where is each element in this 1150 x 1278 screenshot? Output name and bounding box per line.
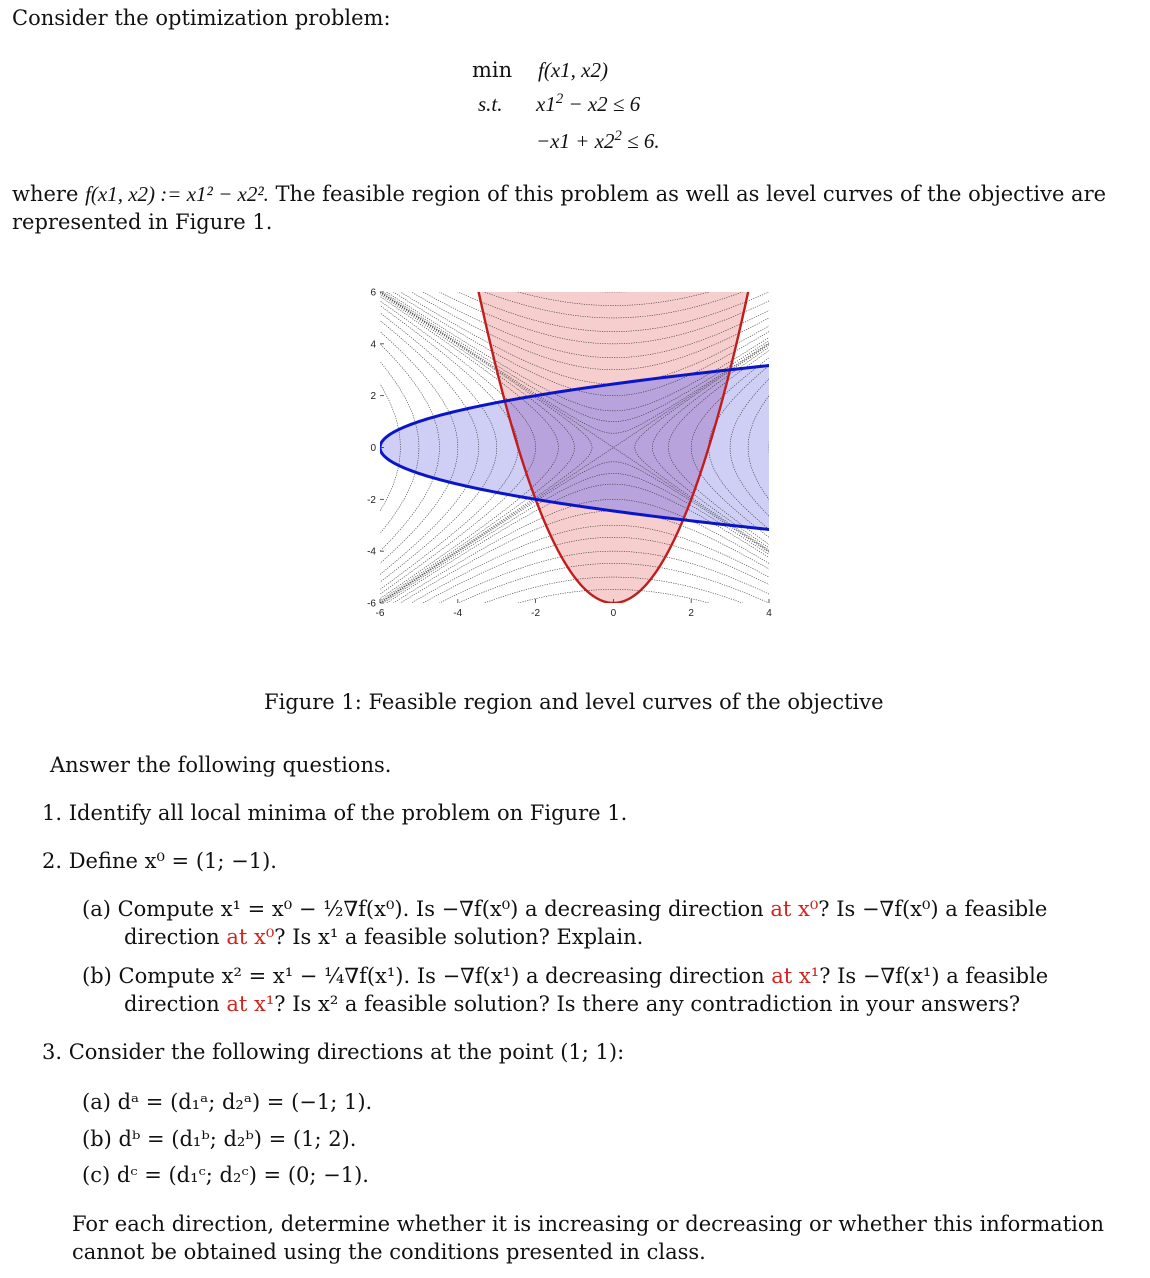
question-3b: (b) dᵇ = (d₁ᵇ; d₂ᵇ) = (1; 2). [82, 1127, 357, 1151]
y-tick-label: -4 [367, 546, 376, 558]
x-tick-label: 2 [688, 608, 694, 619]
level-curve [769, 282, 780, 616]
question-2b-line-2: direction at x¹? Is x² a feasible solution? Is there any contradiction in your answers? [124, 992, 1021, 1016]
level-curve [361, 603, 780, 622]
question-1: 1. Identify all local minima of the problem on Figure 1. [42, 801, 628, 825]
figure-caption: Figure 1: Feasible region and level curves of the objective [264, 690, 884, 714]
final-instruction-line-2: cannot be obtained using the conditions presented in class. [72, 1240, 706, 1264]
question-2a-line-2: direction at x⁰? Is x¹ a feasible solution? Explain. [124, 925, 644, 949]
x-tick-label: -6 [375, 608, 385, 619]
where-line-1: where f(x1, x2) := x1² − x2². The feasible region of this problem as well as level curves of the objective are [12, 182, 1107, 206]
feasible-region-plot [360, 282, 780, 622]
where-line-2: represented in Figure 1. [12, 210, 273, 234]
question-3: 3. Consider the following directions at the point (1; 1): [42, 1040, 625, 1064]
x-tick-label: -4 [453, 608, 463, 619]
constraint-1: $x1^2 - x2 \le 6$ [536, 91, 641, 116]
y-tick-label: -2 [367, 494, 376, 506]
x-tick-label: 4 [766, 608, 772, 619]
x-tick-label: 0 [610, 608, 617, 619]
question-2a-line-1: (a) Compute x¹ = x⁰ − ½∇f(x⁰). Is −∇f(x⁰) a decreasing direction at x⁰? Is −∇f(x⁰) a feasible [82, 897, 1048, 921]
intro-text: Consider the optimization problem: [12, 6, 391, 30]
question-3c: (c) dᶜ = (d₁ᶜ; d₂ᶜ) = (0; −1). [82, 1163, 369, 1187]
question-2: 2. Define x⁰ = (1; −1). [42, 849, 277, 873]
level-curve [361, 282, 780, 292]
y-tick-label: 0 [370, 443, 376, 454]
question-3a: (a) dᵃ = (d₁ᵃ; d₂ᵃ) = (−1; 1). [82, 1090, 373, 1114]
question-2b-line-1: (b) Compute x² = x¹ − ¼∇f(x¹). Is −∇f(x¹) a decreasing direction at x¹? Is −∇f(x¹) a feasible [82, 964, 1049, 988]
min-label: min [472, 58, 513, 82]
y-tick-label: 6 [370, 287, 376, 299]
constraint-2: $-x1 + x2^2 \le 6$. [536, 128, 660, 153]
final-instruction-line-1: For each direction, determine whether it is increasing or decreasing or whether this information [72, 1212, 1105, 1236]
y-tick-label: 2 [370, 391, 376, 403]
objective: f(x1, x2) [538, 58, 608, 82]
x-tick-label: -2 [531, 608, 541, 619]
st-label: s.t. [478, 92, 503, 116]
y-tick-label: 4 [370, 339, 376, 351]
y-tick-label: -6 [367, 598, 376, 610]
questions-intro: Answer the following questions. [50, 753, 392, 777]
